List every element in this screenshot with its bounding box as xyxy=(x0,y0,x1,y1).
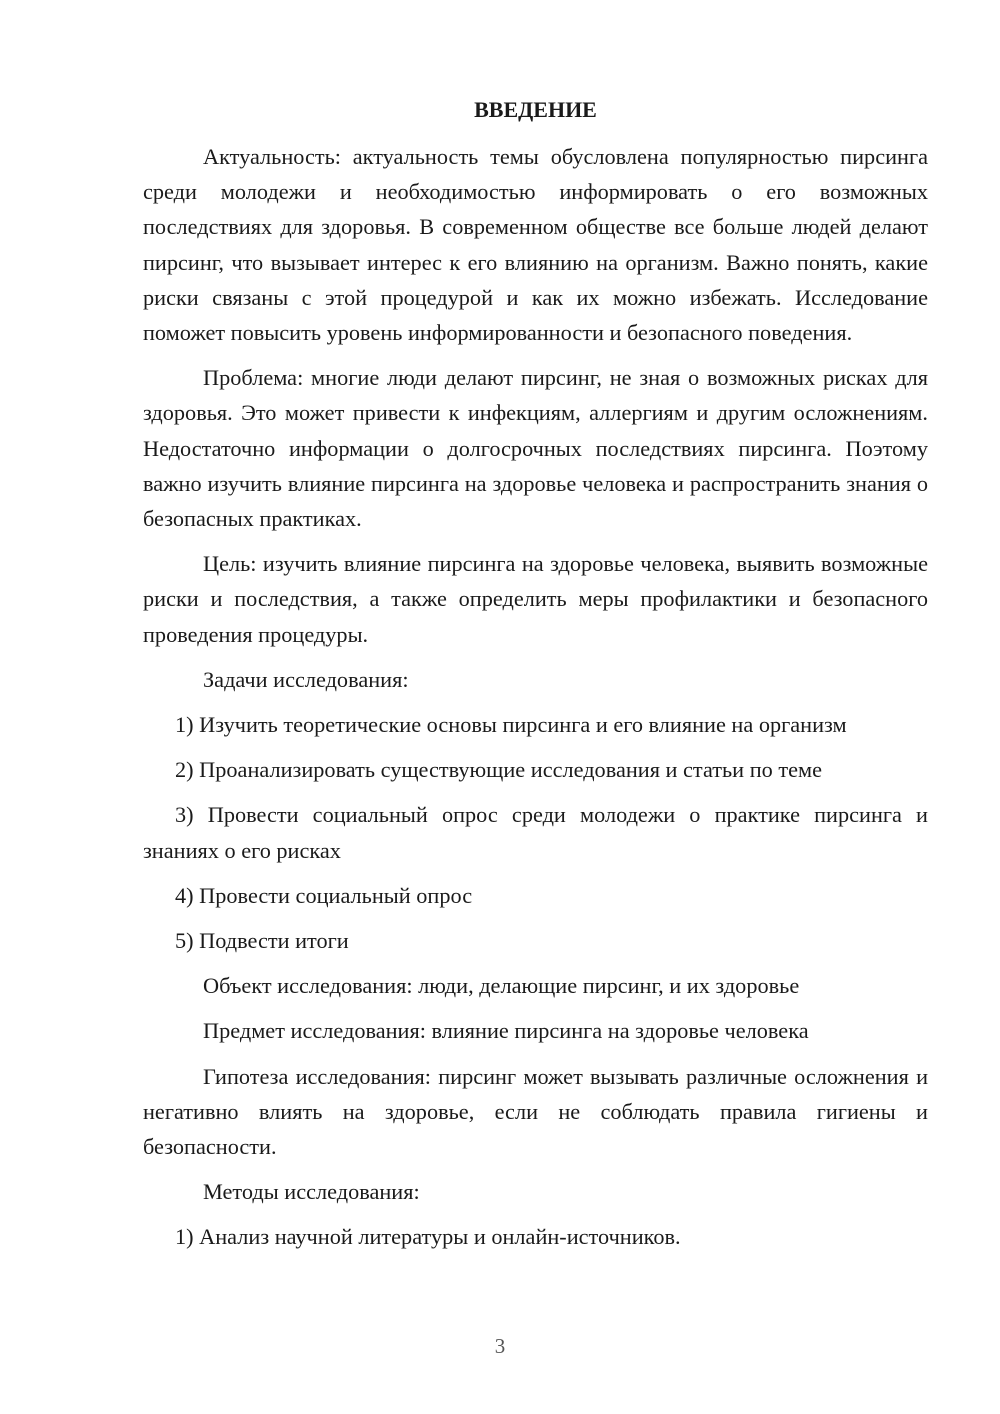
task-item-5: 5) Подвести итоги xyxy=(175,928,349,954)
task-item-1: 1) Изучить теоретические основы пирсинга и его влияние на организм xyxy=(175,712,847,738)
task-item-4: 4) Провести социальный опрос xyxy=(175,882,473,908)
method-item-1: 1) Анализ научной литературы и онлайн-источников. xyxy=(175,1224,681,1250)
paragraph-problem: Проблема: многие люди делают пирсинг, не зная о возможных рисках для здоровья. Это может привести к инфекциям, аллергиям и другим осложнениям. Недостаточно информации о долгосрочных последствиях пирсинга. Поэтому важно изучить влияние пирсинга на здоровье человека и распространить знания о безопасных практиках. xyxy=(143,365,928,532)
tasks-heading: Задачи исследования: xyxy=(203,666,409,692)
document-page xyxy=(143,92,928,1265)
page-number: 3 xyxy=(494,1334,506,1358)
paragraph-relevance: Актуальность: актуальность темы обусловлена популярностью пирсинга среди молодежи и необходимостью информировать о его возможных последствиях для здоровья. В современном обществе все больше людей делают пирсинг, что вызывает интерес к его влиянию на организм. Важно понять, какие риски связаны с этой процедурой и как их можно избежать. Исследование поможет повысить уровень информированности и безопасного поведения. xyxy=(143,144,928,346)
methods-heading: Методы исследования: xyxy=(203,1179,420,1205)
paragraph-object: Объект исследования: люди, делающие пирсинг, и их здоровье xyxy=(203,973,800,999)
task-item-3: 3) Провести социальный опрос среди молодежи о практике пирсинга и знаниях о его рисках xyxy=(143,802,928,863)
page-title: ВВЕДЕНИЕ xyxy=(474,97,597,122)
paragraph-subject: Предмет исследования: влияние пирсинга на здоровье человека xyxy=(203,1018,809,1044)
task-item-2: 2) Проанализировать существующие исследования и статьи по теме xyxy=(175,757,822,783)
paragraph-hypothesis: Гипотеза исследования: пирсинг может вызывать различные осложнения и негативно влиять на здоровье, если не соблюдать правила гигиены и безопасности. xyxy=(143,1063,928,1160)
paragraph-goal: Цель: изучить влияние пирсинга на здоровье человека, выявить возможные риски и последствия, а также определить меры профилактики и безопасного проведения процедуры. xyxy=(143,551,928,647)
